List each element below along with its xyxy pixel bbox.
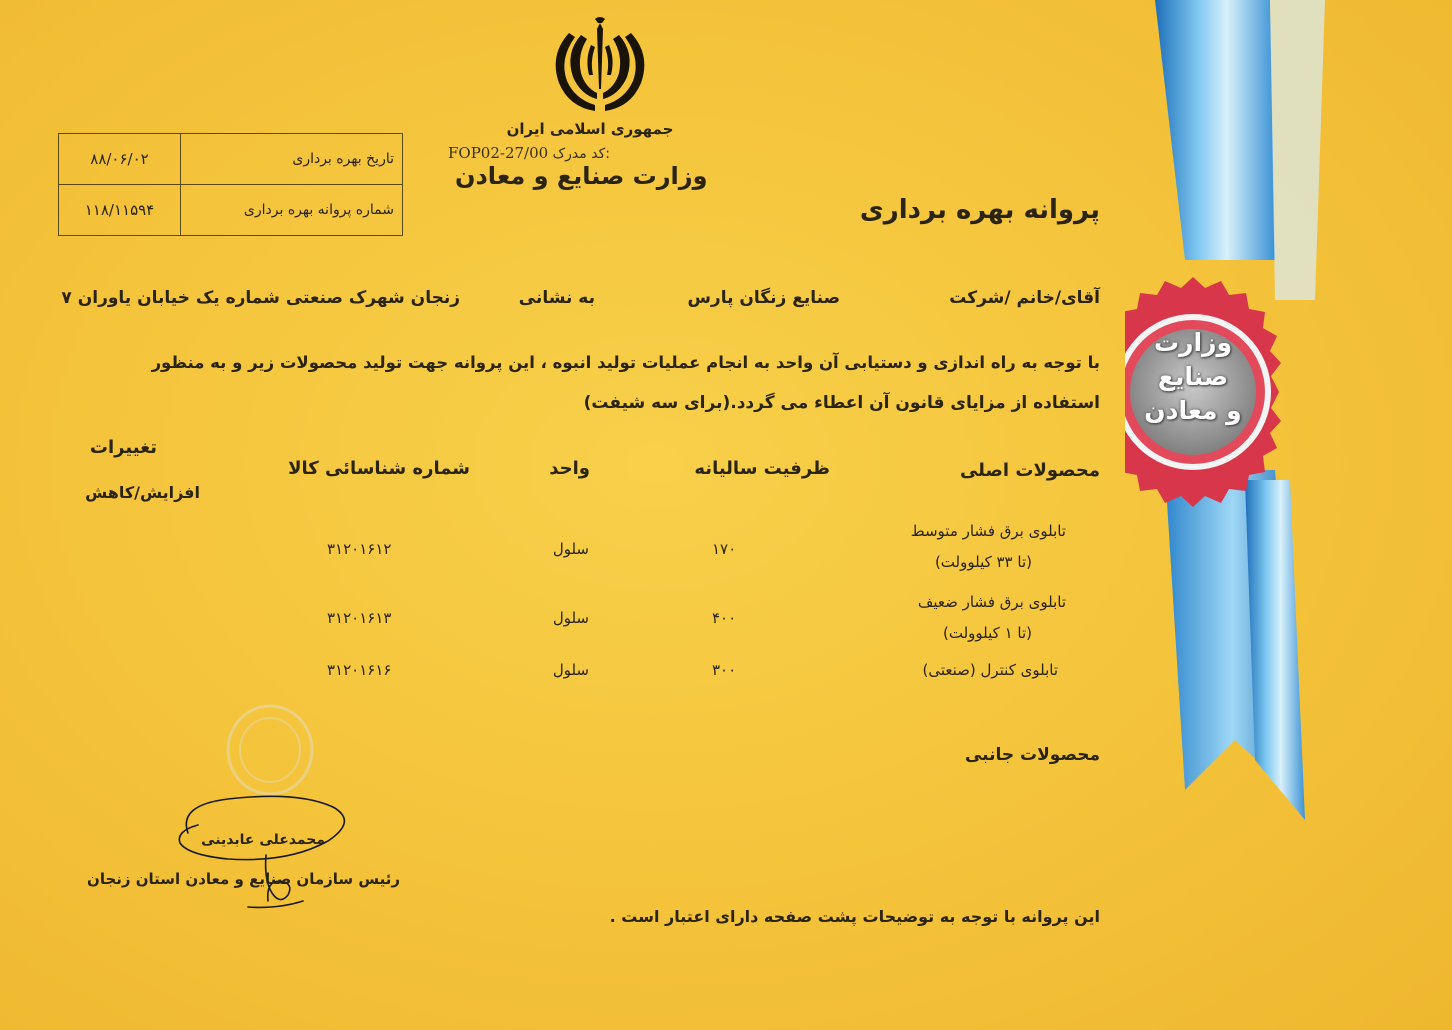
info-value: ۱۱۸/۱۱۵۹۴ [59,185,181,236]
ribbon-seal-decoration [1125,0,1452,1030]
header-unit: واحد [549,458,590,479]
product-capacity: ۴۰۰ [712,609,737,627]
info-label: تاریخ بهره برداری [181,134,403,185]
header-changes-sub: افزایش/کاهش [85,483,200,502]
seal-line: وزارت [1153,328,1232,357]
ministry-name: وزارت صنایع و معادن [455,162,708,190]
info-label: شماره پروانه بهره برداری [181,185,403,236]
republic-name: جمهوری اسلامی ایران [506,120,674,138]
holder-name: صنایع زنگان پارس [687,288,840,308]
product-note: (تا ۱ کیلوولت) [943,624,1032,642]
footer-note: این پروانه با توجه به توضیحات پشت صفحه دارای اعتبار است . [609,907,1100,926]
document-code-value: FOP02-27/00 [448,144,549,162]
seal-line: و معادن [1144,396,1242,425]
info-value: ۸۸/۰۶/۰۲ [59,134,181,185]
address-label: به نشانی [518,288,595,308]
table-row [59,185,403,236]
license-info-table [58,133,403,236]
product-unit: سلول [552,540,589,558]
iran-emblem-icon [545,15,655,115]
product-unit: سلول [552,609,589,627]
product-code: ۳۱۲۰۱۶۱۳ [327,609,392,627]
product-unit: سلول [552,661,589,679]
product-name: تابلوی کنترل (صنعتی) [922,661,1058,679]
header-code: شماره شناسائی کالا [288,458,470,479]
product-name: تابلوی برق فشار ضعیف [917,593,1066,611]
product-code: ۳۱۲۰۱۶۱۲ [327,540,392,558]
header-changes: تغییرات [89,437,157,458]
signer-name: محمدعلی عابدینی [201,832,325,848]
side-products-label: محصولات جانبی [964,745,1100,765]
product-note: (تا ۳۳ کیلوولت) [934,553,1032,571]
holder-label: آقای/خانم /شرکت [949,288,1100,308]
header-capacity: ظرفیت سالیانه [694,458,830,479]
product-capacity: ۱۷۰ [712,540,737,558]
header-main-products: محصولات اصلی [959,460,1100,481]
seal-text [1128,326,1258,428]
document-code [448,144,610,162]
seal-line: صنایع [1157,362,1229,391]
table-row [59,134,403,185]
signer-position: رئیس سازمان صنایع و معادن استان زنجان [87,870,400,888]
signature-icon [168,785,353,915]
holder-address: زنجان شهرک صنعتی شماره یک خیابان یاوران ۷ [61,288,460,308]
document-code-label: کد مدرک: [552,146,610,162]
body-text-line-1: با توجه به راه اندازی و دستیابی آن واحد به انجام عملیات تولید انبوه ، این پروانه جهت تولید محصولات زیر و به منظور [151,353,1100,372]
product-name: تابلوی برق فشار متوسط [910,522,1066,540]
product-code: ۳۱۲۰۱۶۱۶ [327,661,392,679]
page-title: پروانه بهره برداری [859,195,1100,225]
body-text-line-2: استفاده از مزایای قانون آن اعطاء می گردد.(برای سه شیفت) [583,393,1100,413]
product-capacity: ۳۰۰ [712,661,737,679]
